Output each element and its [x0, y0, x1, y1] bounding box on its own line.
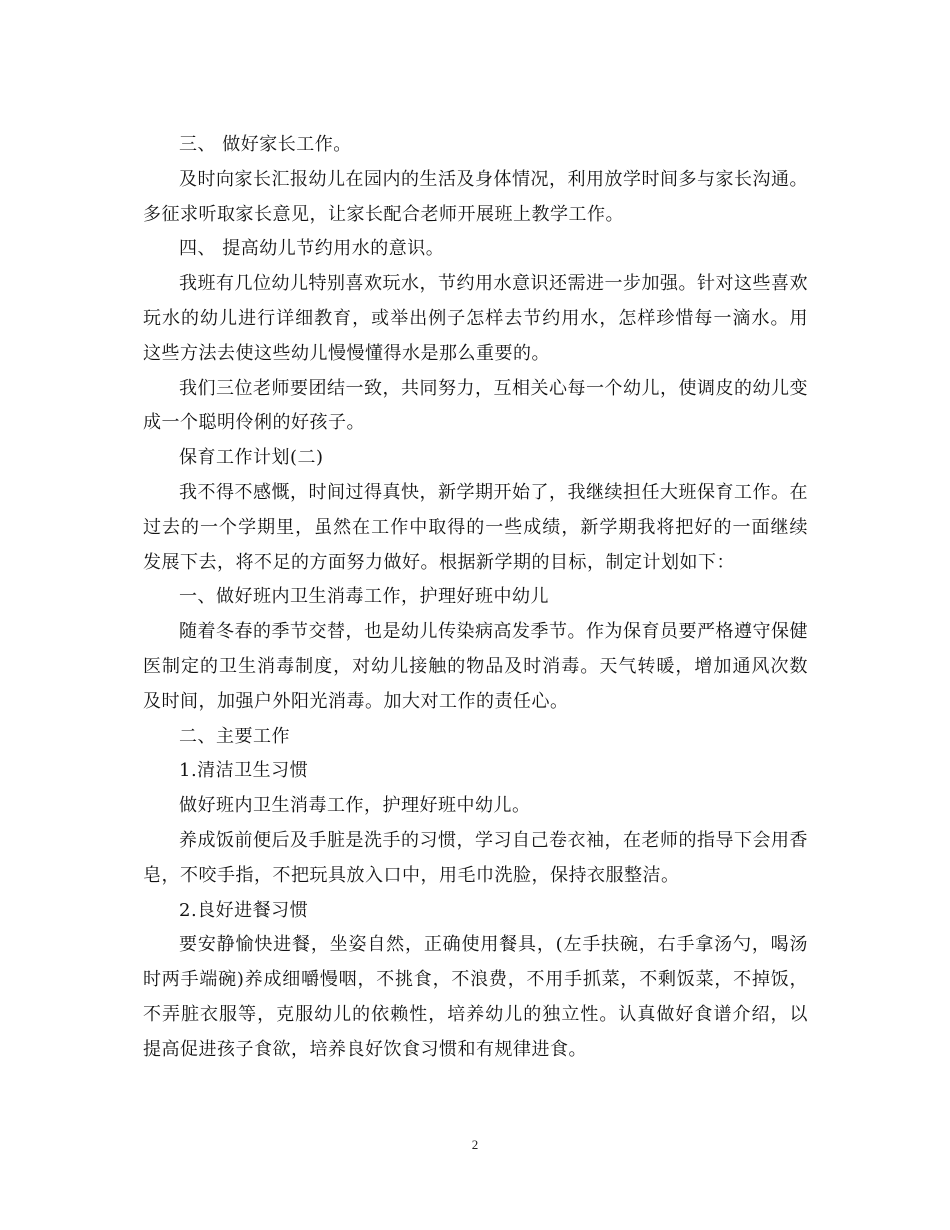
paragraph-parent-communication: 及时向家长汇报幼儿在园内的生活及身体情况，利用放学时间多与家长沟通。多征求听取家长意见，让家长配合老师开展班上教学工作。 — [143, 168, 808, 225]
section-heading-main-work: 二、主要工作 — [179, 725, 290, 747]
paragraph-teacher-unity: 我们三位老师要团结一致，共同努力，互相关心每一个幼儿，使调皮的幼儿变成一个聪明伶俐的好孩子。 — [143, 377, 808, 434]
paragraph-eating-habits: 要安静愉快进餐，坐姿自然，正确使用餐具，(左手扶碗，右手拿汤勺，喝汤时两手端碗)养成细嚼慢咽，不挑食，不浪费，不用手抓菜，不剩饭菜，不掉饭，不弄脏衣服等，克服幼儿的依赖性，培养幼儿的独立性。认真做好食谱介绍，以提高促进孩子食欲，培养良好饮食习惯和有规律进食。 — [143, 934, 808, 1060]
plan-title: 保育工作计划(二) — [179, 447, 324, 469]
paragraph-water-saving: 我班有几位幼儿特别喜欢玩水，节约用水意识还需进一步加强。针对这些喜欢玩水的幼儿进行详细教育，或举出例子怎样去节约用水，怎样珍惜每一滴水。用这些方法去使这些幼儿慢慢懂得水是那么重要的。 — [143, 273, 808, 364]
subheading-eating-habits: 2.良好进餐习惯 — [179, 899, 309, 921]
paragraph-hygiene: 随着冬春的季节交替，也是幼儿传染病高发季节。作为保育员要严格遵守保健医制定的卫生消毒制度，对幼儿接触的物品及时消毒。天气转暖，增加通风次数及时间，加强户外阳光消毒。加大对工作的责任心。 — [143, 621, 808, 712]
page-number: 2 — [471, 1137, 479, 1152]
paragraph-handwashing: 养成饭前便后及手脏是洗手的习惯，学习自己卷衣袖，在老师的指导下会用香皂，不咬手指，不把玩具放入口中，用毛巾洗脸，保持衣服整洁。 — [143, 829, 808, 886]
section-heading-parent-work: 三、 做好家长工作。 — [179, 134, 352, 155]
paragraph-disinfection: 做好班内卫生消毒工作，护理好班中幼儿。 — [179, 795, 531, 817]
document-body — [143, 128, 808, 1068]
paragraph-new-semester: 我不得不感慨，时间过得真快，新学期开始了，我继续担任大班保育工作。在过去的一个学期里，虽然在工作中取得的一些成绩，新学期我将把好的一面继续发展下去，将不足的方面努力做好。根据新学期的目标，制定计划如下： — [143, 481, 808, 573]
section-heading-water-saving: 四、 提高幼儿节约用水的意识。 — [179, 238, 445, 260]
section-heading-hygiene: 一、做好班内卫生消毒工作，护理好班中幼儿 — [179, 586, 549, 608]
subheading-cleaning-habits: 1.清洁卫生习惯 — [179, 760, 309, 782]
